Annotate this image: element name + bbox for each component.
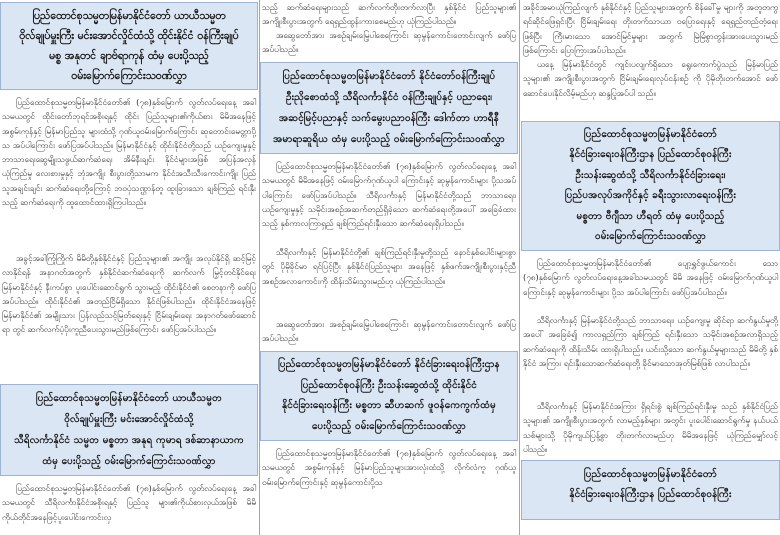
headline-line: ပြည်ထောင်စုသမ္မတမြန်မာနိုင်ငံတော် xyxy=(584,128,717,140)
headline-box xyxy=(260,351,518,441)
article-paragraph: ပြည်ထောင်စုသမ္မတမြန်မာနိုင်ငံတော်၏ (၇၈)နှစ်မြောက် လွတ်လပ်ရေးနေ့ အခါသမယတွင် သီရိလင်္ကာနိုင်ငံအစိုးရနှင့် ပြည်သူ များ၏ကိုယ်စားလှယ်အဖြစ် မိမိကိုယ်တိုင်အနေဖြင့်ပူးပေါင်းကောင်းလှ xyxy=(2,483,256,522)
headline-line: အဆင့်မြင့်ပညာနှင့် သက်မွေးပညာဝန်ကြီး ဒေါက်တာ ဟာရီနီ xyxy=(279,113,499,124)
headline-box xyxy=(0,2,258,90)
news-column-2 xyxy=(260,0,518,535)
headline-line: နိုင်ငံခြားရေးဝန်ကြီးဌာန ပြည်ထောင်စုဝန်ကြီး xyxy=(569,149,732,160)
news-column-3 xyxy=(521,0,780,535)
headline-line: ပြည်ထောင်စုသမ္မတမြန်မာနိုင်ငံတော် ယာယီသမ္မတ xyxy=(32,10,226,22)
headline-line: ဝိုလ်ချုပ်မှူးကြီး မင်းအောင်လှိုင်ထံသို့ xyxy=(64,414,194,425)
headline-line: နိုင်ငံခြားရေးဝန်ကြီး မစ္စတာ ဆီဟဆက် ဖူဝန်ကေကွက်ထံမှ xyxy=(282,400,496,411)
column-divider xyxy=(519,0,520,535)
headline-line: ပြည်ထောင်စုသမ္မတမြန်မာနိုင်ငံတော် xyxy=(584,469,717,480)
headline-line: ဦးညိုစောထံသို့ သီရိလင်္ကာနိုင်ငံ ဝန်ကြီးချုပ်နှင့် ပညာရေး၊ xyxy=(285,92,493,103)
article-paragraph: ပြည်ထောင်စုသမ္မတမြန်မာနိုင်ငံတော်၏ ပျော့ရွှင်ဖွယ်ကောင်း သော (၇၈)နှစ်မြောက် လွတ်လပ်ရေးနေ့အခါသမယတွင် မိမိ အနေဖြင့် ဝမ်းမြောက်ဂုဏ်ယူပါကြောင်းနှင့် ဆုမွန်ကောင်းများ ပို့သ အပ်ပါကြောင်း ဖော်ပြအပ်ပါသည်။ xyxy=(523,258,778,297)
headline-line: ထံမှ ပေးပို့သည့် ဝမ်းမြောက်ကြောင်းသဝဏ်လွှာ xyxy=(42,456,216,467)
headline-line: ပြည်ထောင်စုသမ္မတမြန်မာနိုင်ငံတော် ယာယီသမ္မတ xyxy=(35,393,223,404)
headline-line: ပြည်ထောင်စုသမ္မတမြန်မာနိုင်ငံတော် နိုင်ငံခြားရေးဝန်ကြီးဌာန xyxy=(278,359,500,370)
headline-box xyxy=(260,62,518,154)
headline-line: မစ္စတာ ဗီဂျီသာ ဟီရတ် ထံမှ ပေးပို့သည့် xyxy=(576,210,725,222)
headline-line: ပြည်ထောင်စုသမ္မတမြန်မာနိုင်ငံတော် နိုင်ငံတော်ဝန်ကြီးချုပ် xyxy=(282,71,496,82)
headline-line: မစ္စ အနုတင် ချာဗ်ရာကုန် ထံမှ ပေးပို့သည့် xyxy=(49,50,209,62)
article-paragraph: ပြည်ထောင်စုသမ္မတမြန်မာနိုင်ငံတော်၏ (၇၈)နှစ်မြောက် လွတ်လပ်ရေးနေ့ အခါသမယတွင် ထိုင်းတော်ဘုရင်အစိုးရနှင့် ထိုင်း ပြည်သူများ၏ကိုယ်စား မိမိအနေဖြင့် အစွမ်းကုန်နှင့် မြန်မာပြည်သူ များထံသို့ ဂုဏ်ယူဝမ်းမြောက်ကြောင်း ဆုတောင်းမေတ္တာပို့သ အပ်ပါကြောင်း ဖော်ပြအပ်ပါသည်။ မြန်မာနိုင်ငံနှင့် ထိုင်းနိုင်ငံတို့သည် ယဉ်ကျေးမှုနှင့် ဘာသာရေးဆွေမျိုးသဖွယ်ဆက်ဆံရေး အိမ်နီးချင်း နိုင်ငံများအဖြစ် အပြန်အလှန်ယုံကြည်မှု လေးစားမှုနှင့် ဘုံအကျိုး စီးပွားတို့သာမက နိုင်ငံအသီးသီးကောင်းကျိုး ပြည်သူအချင်းချင်း ဆက်ဆံရေးတို့ကြောင့် ဘဝပုံသဏ္ဌာန်တူ ထူးခြားသော ချစ်ကြည် ရင်းနှီးသည့် ဆက်ဆံရေးကို ထူထောင်ထားရှိကြပါသည်။ xyxy=(2,97,256,208)
article-paragraph: ပြည်ထောင်စုသမ္မတမြန်မာနိုင်ငံတော်၏ (၇၈)နှစ်မြောက် လွတ်လပ်ရေးနေ့ အခါသမယတွင် မိမိအနေဖြင့် ဝမ်းမြောက်ဂုဏ်ယူပါ ကြောင်းနှင့် ဆုမွန်ကောင်းများ ပို့သအပ်ပါကြောင်း ဖော်ပြအပ်ပါသည်။ သီရိလင်္ကာနှင့် မြန်မာနိုင်ငံတို့သည် ဘာသာရေး၊ ယဉ်ကျေးမှုနှင့် သမိုင်းအစဉ်အဆက်တည်ရှိခဲ့သော ဆက်ဆံရေးတို့အပေါ် အခြေခံထား သည့် နှစ်ကာလကြာရှည် ချစ်ကြည်ရင်းနှီးသော ဆက်ဆံရေးရှိပါသည်။ xyxy=(262,161,516,229)
article-paragraph: အဆွေတော်အား အစဉ်ချမ်းမြေ့ပါစေကြောင်း ဆုမွန်ကောင်းတောင်းလျက် ဖော်ပြအပ်ပါသည်။ xyxy=(262,30,516,55)
headline-line: ဦးသန်းဆွေထံသို့ သီရိလင်္ကာနိုင်ငံခြားရေး၊ xyxy=(575,169,726,181)
article-paragraph: ပြည်ထောင်စုသမ္မတမြန်မာနိုင်ငံတော်၏ (၇၈)နှစ်မြောက် လွတ်လပ်ရေးနေ့ အခါသမယတွင် အစွမ်းကုန်နှင့် မြန်မာပြည်သူများအားလုံးထံသို့ လိုက်လံကူ ဂုဏ်ယူဝမ်းမြောက်ကြောင်းနှင့် ဆုမွန်ကောင်းပို့သ xyxy=(262,448,516,487)
article-paragraph: သည့် ဆက်ဆံရေးများသည် ဆက်လက်တိုးတက်လာပြီး နှစ်နိုင်ငံ ပြည်သူများ၏ အကျိုးစီးပွားအတွက် ရေရှည်ထွန်းကားစေမည်ဟု ယုံကြည်ပါသည်။ xyxy=(262,2,516,27)
headline-line: ဝမ်းမြောက်ကြောင်းသဝဏ်လွှာ xyxy=(595,231,706,242)
headline-line: ပြည်ထောင်စုဝန်ကြီး ဦးသန်းဆွေထံသို့ ထိုင်းနိုင်ငံ xyxy=(301,379,477,391)
article-paragraph: အဆွေတော်အား အစဉ်ချမ်းမြေ့ပါစေကြောင်း ဆုမွန်ကောင်းတောင်းလျက် ဖော်ပြအပ်ပါသည်။ xyxy=(262,319,516,344)
headline-line: ပြည်ပအလုပ်အကိုင်နှင့် ခရီးသွားလာရေးဝန်ကြီး xyxy=(564,190,737,201)
article-paragraph: သီရိလင်္ကာနှင့် မြန်မာနိုင်ငံအကြား ရှိရင်းစွဲ ချစ်ကြည်ရင်းနှီးမှု သည် နှစ်နိုင်ငံပြည်သူများ၏ အကျိုးစီးပွားအတွက် လာမည့်နှစ်များ အတွင်း ပူးပေါင်းဆောင်ရွက်မှု နယ်ပယ်သစ်များသို့ ပိုမိုကျယ်ပြန့်စွာ တိုးတက်လာမည်ဟု မိမိအနေဖြင့် ယုံကြည်မျှော်လင့်ပါသည်။ xyxy=(523,401,778,454)
article-paragraph: ယနေ့ မြန်မာနိုင်ငံတွင် ကျင်းပလျက်ရှိသော ရွေးကောက်ပွဲသည် မြန်မာပြည်သူများ၏ အကျိုးစီးပွားအတွက် ငြိမ်းချမ်းရေးလုပ်ငန်းစဉ် ကို ပိုမိုတိုးတက်အောင် ဖော်ဆောင်ပေးနိုင်လိမ့်မည်ဟု ဆန္ဒပြုအပ်ပါ သည်။ xyxy=(523,59,778,98)
headline-line: သီရိလင်္ကာနိုင်ငံ သမ္မတ မစ္စတာ အနုရ ကုမာရ ဒစ်ဆာနာယာက xyxy=(14,435,244,446)
article-paragraph: သီရိလင်္ကာနှင့် မြန်မာနိုင်ငံတို့သည် ဘာသာရေး၊ ယဉ်ကျေးမှု ဆိုင်ရာ ဆက်နွယ်မှုတို့အပေါ် အခြေခံ၍ ကာလရှည်ကြာ ချစ်ကြည် ရင်းနှီးသော သမိုင်းအစဉ်အလာရှိသည့် ဆက်ဆံရေးကို ထိန်းသိမ်း ထားရှိပါသည်။ ယင်းသို့သော ဆက်နွယ်မှုများသည် မိမိတို့ နှစ်နိုင်ငံ အကြား ရင်းနှီးသောဆက်ဆံရေးတို့ ခိုင်မာသောအုတ်မြစ်ဖြစ် လာပါသည်။ xyxy=(523,315,778,368)
headline-line: ဝိုလ်ချုပ်မှူးကြီး မင်းအောင်လှိုင်ထံသို့ ထိုင်းနိုင်ငံ ဝန်ကြီးချုပ် xyxy=(19,30,239,42)
news-column-1 xyxy=(0,0,258,535)
headline-box xyxy=(521,460,780,520)
article-paragraph: အခိုင်အမာယုံကြည်လျက် နှစ်နိုင်ငံနှင့် ပြည်သူများအတွက် စိန်ခေါ်မှု များကို အတူတကွရင်ဆိုင်ဖြေရှင်းပြီး ငြိမ်းချမ်းရေး တိုးတက်သာယာ ဝပြောရေးနှင့် ရေရှည်တည်တံ့ရေး ဖြစ်ပြီး ကြီးမားသော အောင်မြင်မှုများ အတွက် မြဲမြံစွာတွန်းအားပေးသွားမည်ဖြစ်ကြောင်း ပြောကြားအပ်ပါသည်။ xyxy=(523,2,778,55)
headline-box xyxy=(0,384,258,476)
article-paragraph: အခွင့်အခါကြုံကြိုက် မိမိတို့နှစ်နိုင်ငံနှင့် ပြည်သူများ၏ အကျိုး အလုပ်နိုင်ရှိ ဆင့်မြင့်လာနိုင်ရန် အနာဂတ်အတွက် နှစ်နိုင်ငံဆက်ဆံရေးကို ဆက်လက် မြှင့်တင်နိုင်ရေး မြန်မာနိုင်ငံနှင့် နီးကပ်စွာ ပူးပေါင်းဆောင်ရွက် သွားမည့် ထိုင်းနိုင်ငံ၏ စေတနာကို ဖော်ပြအပ်ပါသည်။ ထိုင်းနိုင်ငံ၏ အတည်ငြိမ်ရှိသော နိုင်ငံဖြစ်ပါသည်။ ထိုင်းနိုင်ငံအနေဖြင့် မြန်မာနိုင်ငံ၏ အမျိုးသား ပြန်လည်သင့်မြတ်ရေးနှင့် ငြိမ်းချမ်းရေး အနာဂတ်ဖော်ဆောင်ရာ တွင် ဆက်လက်ပံ့ပိုးကူညီပေးသွားမည်ဖြစ်ကြောင်း ဖော်ပြအပ်ပါသည်။ xyxy=(2,253,256,335)
article-paragraph: သီရိလင်္ကာနှင့် မြန်မာနိုင်ငံတို့၏ ချစ်ကြည်ရင်းနှီးမှုတို့သည် နောင်နှစ်ပေါင်းများစွာတွင် ပိုမိုခိုင်မာ ရင်ပြင့်ပြီး နှစ်နိုင်ငံပြည်သူများ အနေဖြင့် နှစ်ဖက်အကျိုးစီးပွားနှင့်ညီ အစဉ်အလာကောင်းကို ထိန်းသိမ်းသွားမည်ဟု ယုံကြည်ပါသည်။ xyxy=(262,247,516,286)
headline-line: ဝမ်းမြောက်ကြောင်းသဝဏ်လွှာ xyxy=(71,70,187,82)
headline-box xyxy=(521,121,780,251)
headline-line: နိုင်ငံခြားရေးဝန်ကြီးဌာန ပြည်ထောင်စုဝန်ကြီး xyxy=(569,489,732,500)
headline-line: ပေးပို့သည့် ဝမ်းမြောက်ကြောင်းသဝဏ်လွှာ xyxy=(312,420,466,432)
headline-line: အမာရာဆူရိယ ထံမှ ပေးပို့သည့် ဝမ်းမြောက်ကြောင်းသဝဏ်လွှာ xyxy=(273,134,505,145)
